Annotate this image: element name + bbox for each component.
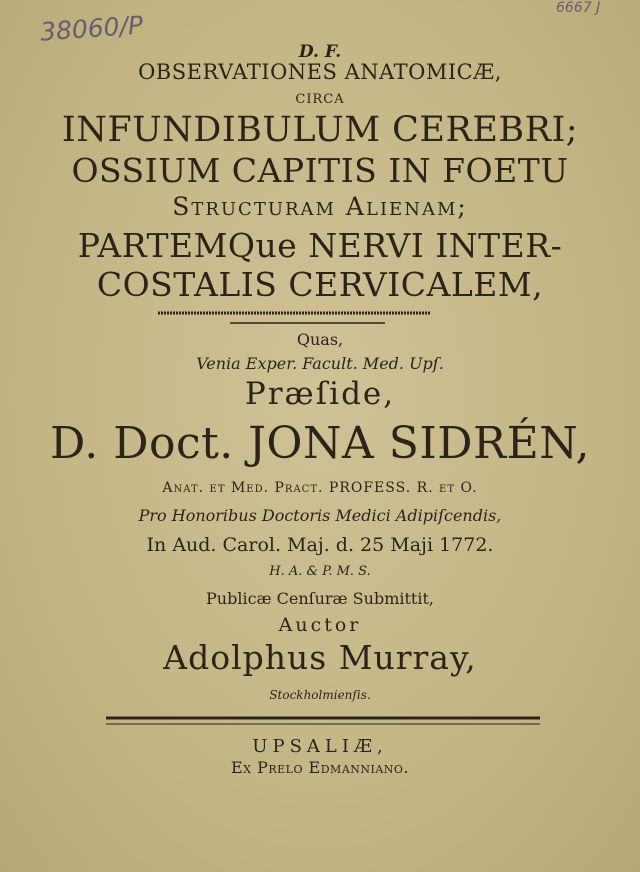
date-line: In Aud. Carol. Maj. d. 25 Maji 1772. <box>146 534 494 556</box>
quas: Quas, <box>296 330 344 349</box>
title-line-infundibulum: INFUNDIBULUM CEREBRI; <box>61 110 579 150</box>
initials: D. F. <box>298 42 342 62</box>
title-line-costalis: COSTALIS CERVICALEM, <box>96 265 544 304</box>
ornamental-rule <box>0 308 640 328</box>
author-origin: Stockholmienſis. <box>269 688 371 702</box>
venia-line: Venia Exper. Facult. Med. Upſ. <box>196 354 444 373</box>
publicae-line: Publicæ Cenſuræ Submittit, <box>206 589 434 608</box>
imprint-printer: Ex Prelo Edmanniano. <box>230 758 410 777</box>
praeside: Præſide, <box>244 376 396 412</box>
handwritten-corner-note: 6667 J <box>556 0 601 16</box>
title-line-partemque: PARTEMQue NERVI INTER- <box>77 226 563 265</box>
author-name: Adolphus Murray, <box>163 638 477 677</box>
double-rule <box>0 714 640 728</box>
title-line-ossium: OSSIUM CAPITIS IN FOETU <box>71 151 569 190</box>
title-line-observationes: OBSERVATIONES ANATOMICÆ, <box>138 60 502 84</box>
title-line-structuram: Structuram Alienam; <box>172 192 468 221</box>
imprint-place: UPSALIÆ, <box>252 736 388 757</box>
hams-line: H. A. & P. M. S. <box>269 564 371 579</box>
auctor: Auctor <box>278 614 362 636</box>
praeses-name: D. Doct. JONA SIDRÉN, <box>50 418 590 469</box>
title-line-circa: CIRCA <box>295 92 345 107</box>
praeses-title: Anat. et Med. Pract. PROFESS. R. et O. <box>162 480 478 496</box>
pro-honoribus-line: Pro Honoribus Doctoris Medici Adipiſcendis, <box>138 506 502 525</box>
handwritten-shelfmark: 38060/P <box>39 10 144 47</box>
